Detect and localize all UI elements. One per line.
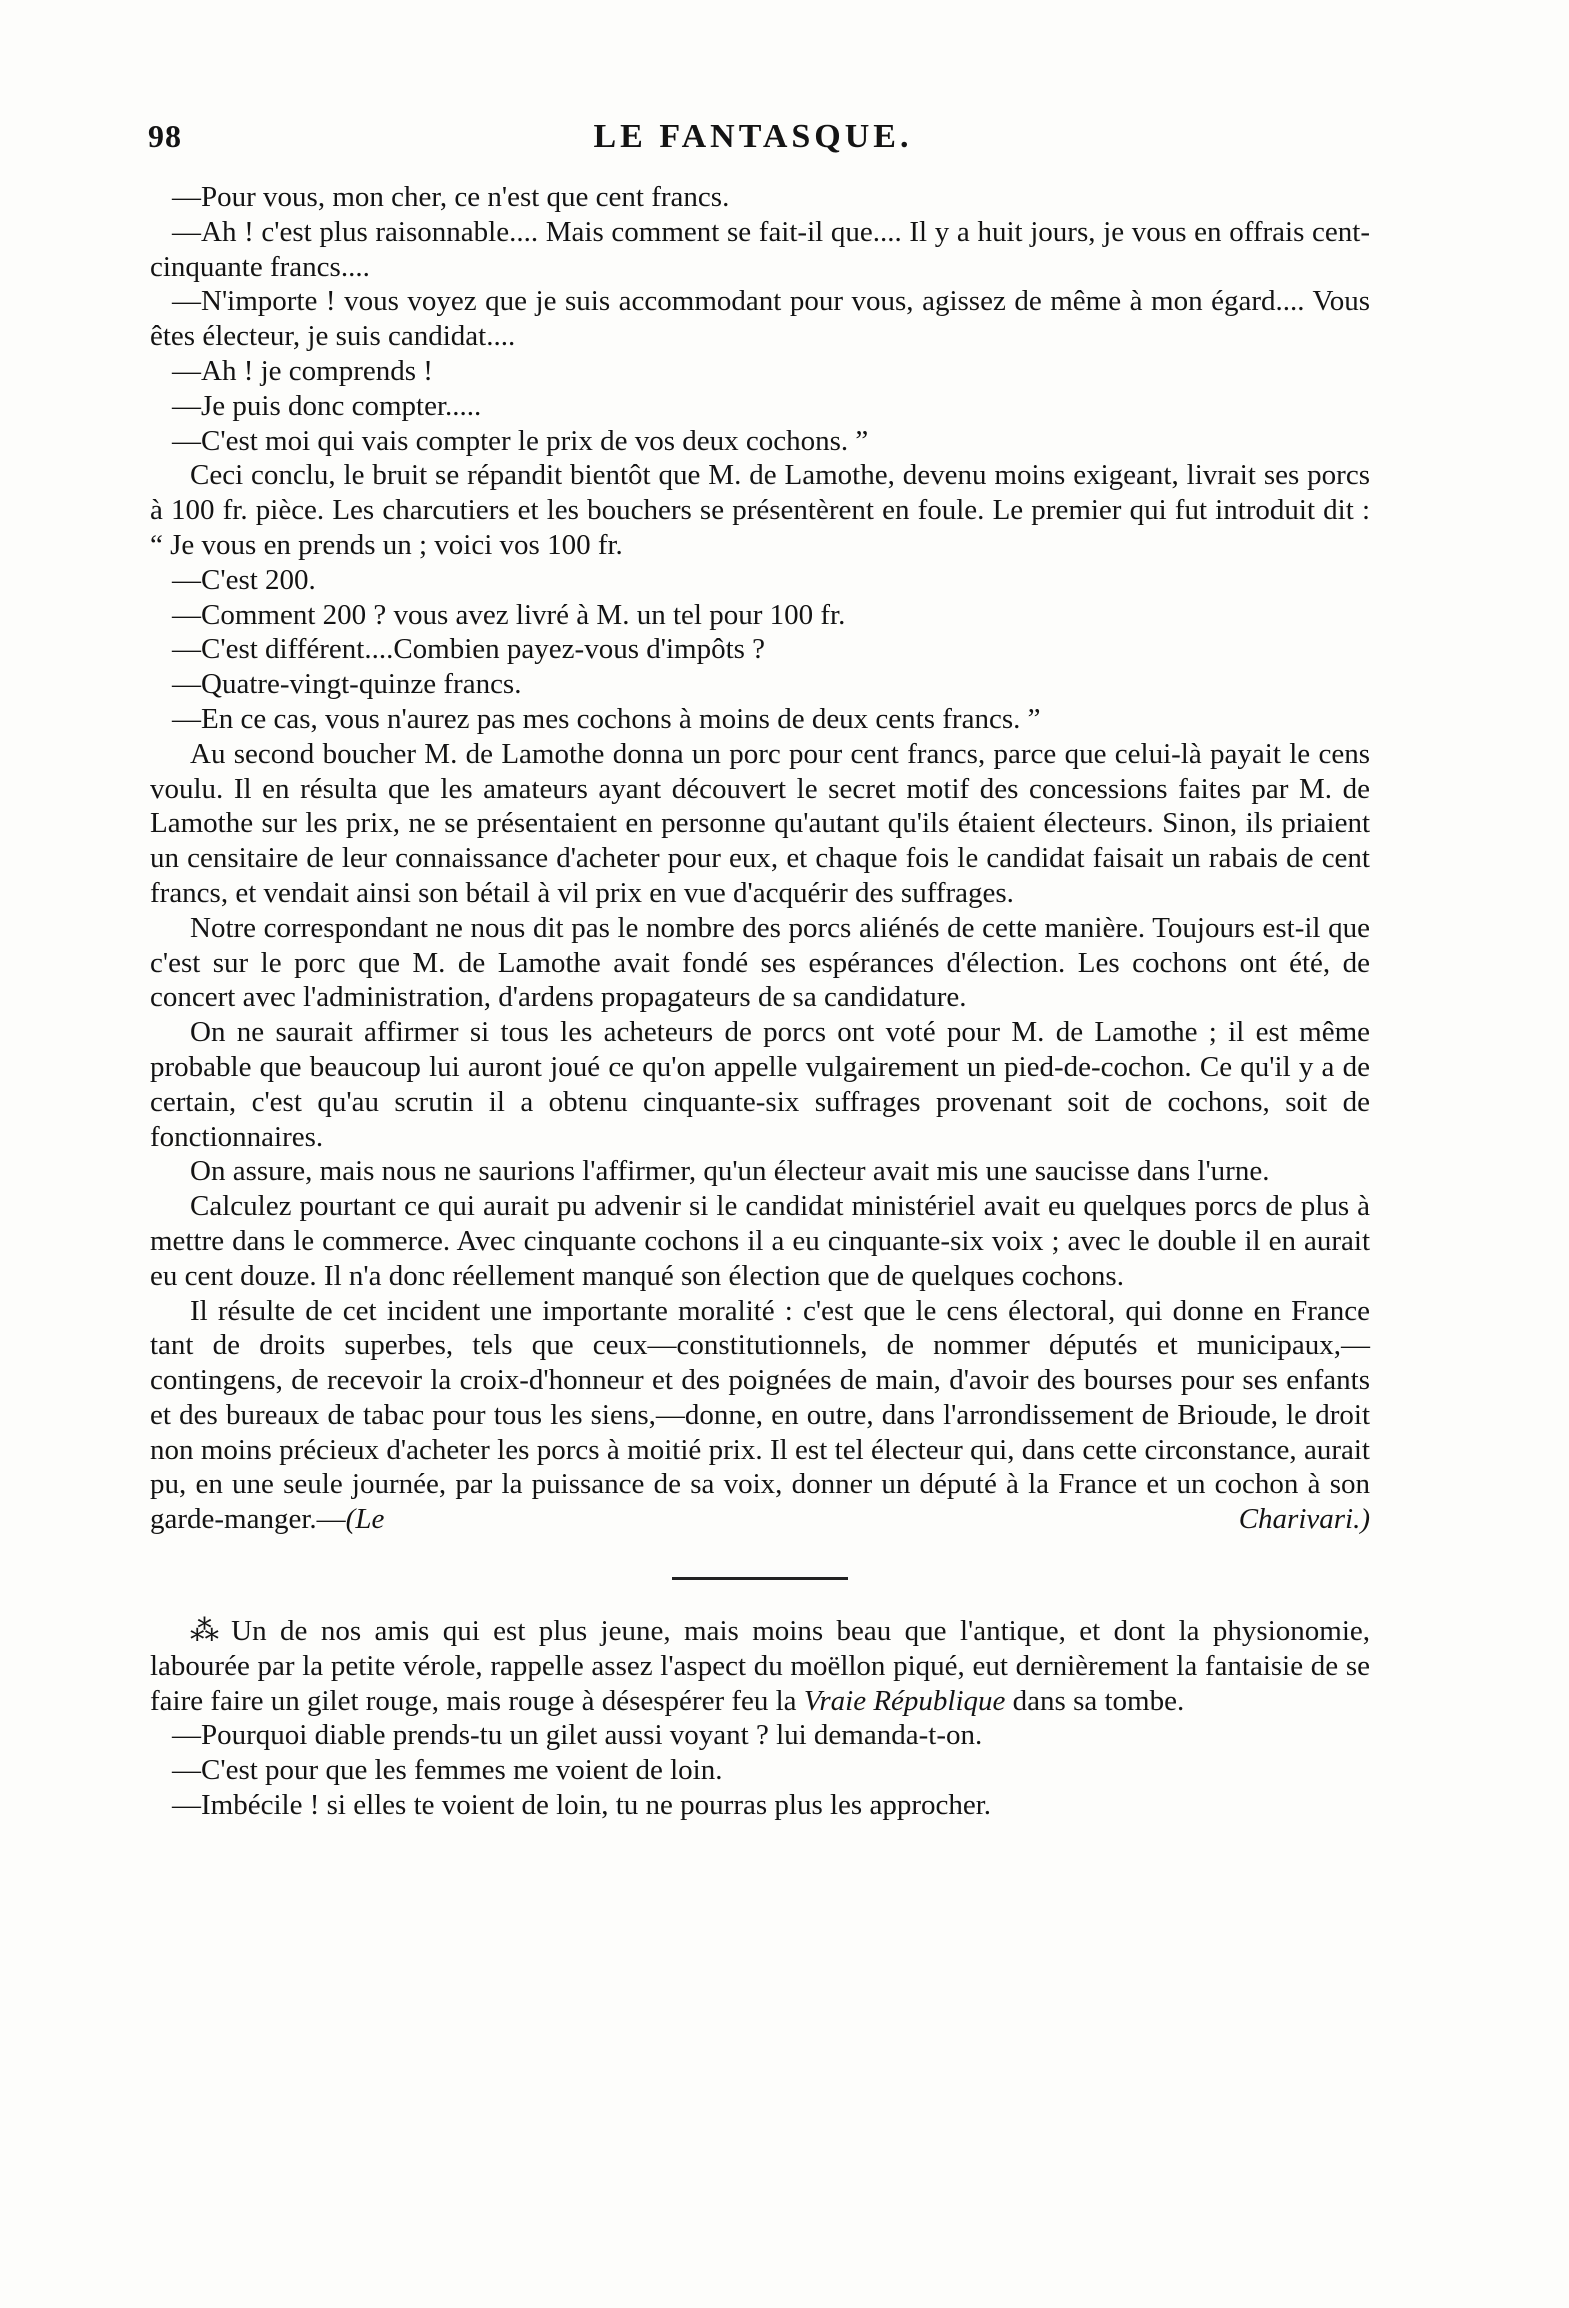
dialogue-line: —C'est pour que les femmes me voient de loin. xyxy=(172,1754,723,1787)
dialogue-line: —Ah ! c'est plus raisonnable.... Mais comment se fait-il que.... Il y a huit jours, je vous en offrais cent-cinquante francs.... xyxy=(150,215,1370,283)
article-paragraph: Ceci conclu, le bruit se répandit bientôt que M. de Lamothe, devenu moins exigeant, livrait ses porcs à 100 fr. pièce. Les charcutiers et les bouchers se présentèrent en foule. Le premier qui fut introduit dit : “ Je vous en prends un ; voici vos 100 fr. xyxy=(150,459,1370,561)
article-paragraph xyxy=(150,1294,1370,1538)
dialogue-line: —C'est différent....Combien payez-vous d'impôts ? xyxy=(172,633,766,666)
dialogue-line: —Ah ! je comprends ! xyxy=(172,354,433,387)
page-header xyxy=(148,118,1358,168)
article-gilet-rouge xyxy=(150,1614,1370,1823)
article-elections xyxy=(150,180,1370,1537)
newspaper-title: Vraie République xyxy=(803,1684,1006,1717)
anecdote-intro xyxy=(150,1614,1370,1718)
anecdote-intro-text: Un de nos amis qui est plus jeune, mais moins beau que l'antique, et dont la physionomie, labourée par la petite vérole, rappelle assez l'aspect du moëllon piqué, eut dernièrement la fantaisie de se faire faire un gilet rouge, mais rouge à désespérer feu la xyxy=(150,1615,1370,1717)
dialogue-line: —C'est 200. xyxy=(172,563,316,596)
page-body xyxy=(150,180,1370,1823)
article-source: (Le Charivari.) xyxy=(345,1503,1370,1536)
article-paragraph: Au second boucher M. de Lamothe donna un porc pour cent francs, parce que celui-là payait le cens voulu. Il en résulta que les amateurs ayant découvert le secret motif des concessions faites par M. de Lamothe sur les prix, ne se présentaient en personne qu'autant qu'ils étaient électeurs. Sinon, ils priaient un censitaire de leur connaissance d'acheter pour eux, et chaque fois le candidat faisait un rabais de cent francs, et vendait ainsi son bétail à vil prix en vue d'acquérir des suffrages. xyxy=(150,737,1370,909)
article-paragraph: On ne saurait affirmer si tous les acheteurs de porcs ont voté pour M. de Lamothe ; il est même probable que beaucoup lui auront joué ce qu'on appelle vulgairement un pied-de-cochon. Ce qu'il y a de certain, c'est qu'au scrutin il a obtenu cinquante-six suffrages provenant soit de cochons, soit de fonctionnaires. xyxy=(150,1016,1370,1153)
dialogue-line: —Pour vous, mon cher, ce n'est que cent francs. xyxy=(172,181,730,213)
article-paragraph: On assure, mais nous ne saurions l'affirmer, qu'un électeur avait mis une saucisse dans l'urne. xyxy=(190,1155,1270,1188)
article-paragraph-text: Il résulte de cet incident une importante moralité : c'est que le cens électoral, qui donne en France tant de droits superbes, tels que ceux—constitutionnels, de nommer députés et municipaux,—contingens, de recevoir la croix-d'honneur et des poignées de main, d'avoir des bourses pour ses enfants et des bureaux de tabac pour tous les siens,—donne, en outre, dans l'arrondissement de Brioude, le droit non moins précieux d'acheter les porcs à moitié prix. Il est tel électeur qui, dans cette circonstance, aurait pu, en une seule journée, par la puissance de sa voix, donner un député à la France et un cochon à son garde-manger.— xyxy=(150,1294,1370,1536)
dialogue-line: —En ce cas, vous n'aurez pas mes cochons à moins de deux cents francs. ” xyxy=(172,702,1041,735)
dialogue-line: —N'importe ! vous voyez que je suis accommodant pour vous, agissez de même à mon égard.... Vous êtes électeur, je suis candidat.... xyxy=(150,285,1370,353)
anecdote-intro-end: dans sa tombe. xyxy=(1012,1684,1185,1717)
dialogue-line: —Pourquoi diable prends-tu un gilet aussi voyant ? lui demanda-t-on. xyxy=(172,1719,983,1752)
journal-title: LE FANTASQUE. xyxy=(593,118,913,155)
asterism-icon: ⁂ xyxy=(190,1615,226,1648)
article-paragraph: Calculez pourtant ce qui aurait pu advenir si le candidat ministériel avait eu quelques porcs de plus à mettre dans le commerce. Avec cinquante cochons il a eu cinquante-six voix ; avec le double il en aurait eu cent douze. Il n'a donc réellement manqué son élection que de quelques cochons. xyxy=(150,1190,1370,1292)
dialogue-line: —C'est moi qui vais compter le prix de vos deux cochons. ” xyxy=(172,424,869,457)
dialogue-line: —Imbécile ! si elles te voient de loin, tu ne pourras plus les approcher. xyxy=(172,1789,992,1822)
dialogue-line: —Comment 200 ? vous avez livré à M. un tel pour 100 fr. xyxy=(172,598,846,631)
dialogue-line: —Quatre-vingt-quinze francs. xyxy=(172,668,522,701)
dialogue-line: —Je puis donc compter..... xyxy=(172,389,482,422)
page-number: 98 xyxy=(148,118,182,154)
article-paragraph: Notre correspondant ne nous dit pas le nombre des porcs aliénés de cette manière. Toujours est-il que c'est sur le porc que M. de Lamothe avait fondé ses espérances d'élection. Les cochons ont été, de concert avec l'administration, d'ardens propagateurs de sa candidature. xyxy=(150,911,1370,1014)
section-divider xyxy=(672,1577,848,1580)
